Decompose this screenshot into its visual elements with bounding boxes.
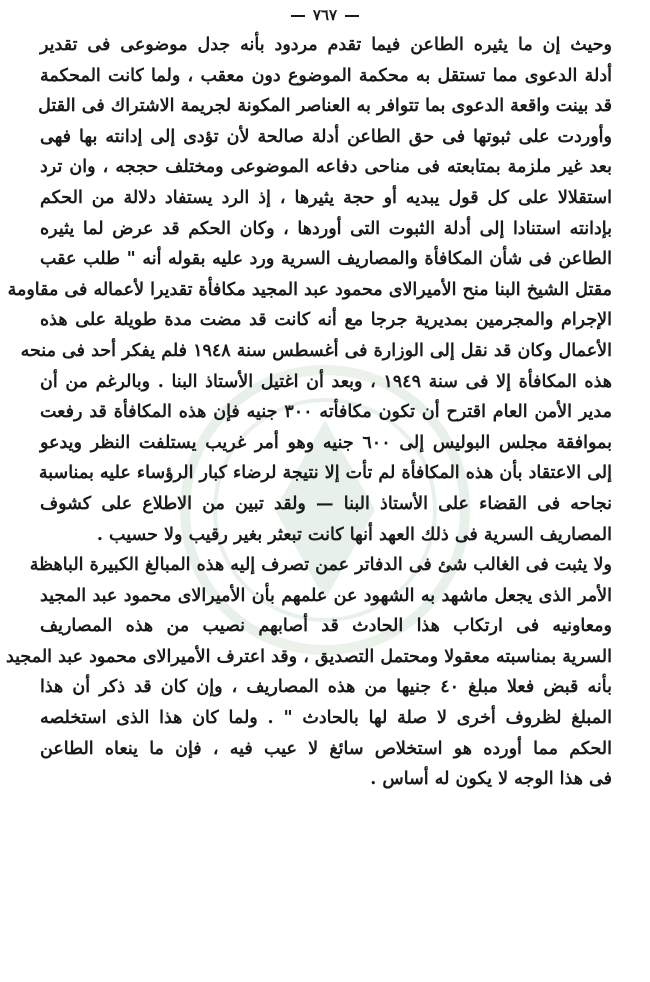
text-line: الأمر الذى يجعل ماشهد به الشهود عن علمهم بأن الأميرالاى محمود عبد المجيد bbox=[40, 585, 612, 606]
text-line: بموافقة مجلس البوليس إلى ٦٠٠ جنيه وهو أمر غريب يستلفت النظر ويدعو bbox=[40, 432, 613, 453]
text-line: السرية بمناسبته معقولا ومحتمل التصديق ، وقد اعترف الأميرالاى محمود عبد المجيد bbox=[5, 646, 612, 667]
left-dash bbox=[291, 15, 305, 17]
text-line: فى هذا الوجه لا يكون له أساس . bbox=[370, 769, 612, 790]
text-line: بعد غير ملزمة بمتابعته فى مناحى دفاعه الموضوعى ومختلف حججه ، وان ترد bbox=[40, 157, 612, 178]
text-line: استقلالا على كل قول يبديه أو حجة يثيرها ، إذ الرد يستفاد دلالة من الحكم bbox=[40, 187, 612, 208]
paragraph-body bbox=[5, 30, 613, 795]
text-line: قد بينت واقعة الدعوى بما تتوافر به العناصر المكونة لجريمة الاشتراك فى القتل bbox=[38, 96, 612, 117]
right-dash bbox=[345, 15, 359, 17]
text-line: مقتل الشيخ البنا منح الأميرالاى محمود عبد المجيد مكافأة تقديرا لأعماله فى مقاومة bbox=[7, 279, 612, 300]
text-line: الأعمال وكان قد نقل إلى الوزارة فى أغسطس سنة ١٩٤٨ فلم يفكر أحد فى منحه bbox=[20, 340, 612, 361]
text-line: بأنه قبض فعلا مبلغ ٤٠ جنيها من هذه المصاريف ، وإن كان قد ذكر أن هذا bbox=[40, 677, 612, 698]
text-line: وحيث إن ما يثيره الطاعن فيما تقدم مردود بأنه جدل موضوعى فى تقدير bbox=[40, 35, 612, 55]
page-number-text: ٧٦٧ bbox=[312, 6, 338, 24]
text-line: وأوردت على ثبوتها فى حق الطاعن أدلة صالحة لأن تؤدى إلى إدانته بها فهى bbox=[40, 126, 612, 147]
text-line: المصاريف السرية فى ذلك العهد أنها كانت تبعثر بغير رقيب ولا حسيب . bbox=[96, 524, 612, 545]
text-line: ومعاونيه فى ارتكاب هذا الحادث قد أصابهم نصيب من هذه المصاريف bbox=[40, 616, 612, 637]
text-line: بإدانته استنادا إلى أدلة الثبوت التى أوردها ، وكان الحكم قد عرض لما يثيره bbox=[40, 218, 612, 239]
text-line: الإجرام والمجرمين بمديرية جرجا مع أنه كانت قد مضت مدة طويلة على هذه bbox=[40, 310, 612, 331]
text-line: ولا يثبت فى الغالب شئ فى الدفاتر عمن تصرف إليه هذه المبالغ الكبيرة الباهظة bbox=[29, 555, 612, 576]
text-line: مدير الأمن العام اقترح أن تكون مكافأته ٣٠٠ جنيه فإن هذه المكافأة قد رفعت bbox=[40, 402, 612, 423]
text-line: أدلة الدعوى مما تستقل به محكمة الموضوع دون معقب ، ولما كانت المحكمة bbox=[40, 65, 612, 86]
text-line: الطاعن فى شأن المكافأة والمصاريف السرية ورد عليه بقوله أنه " طلب عقب bbox=[40, 249, 612, 270]
text-line: الحكم مما أورده هو استخلاص سائغ لا عيب فيه ، فإن ما ينعاه الطاعن bbox=[40, 738, 612, 759]
text-line: نجاحه فى القضاء على الأستاذ البنا — ولقد تبين من الاطلاع على كشوف bbox=[40, 493, 612, 514]
page-number bbox=[0, 6, 650, 24]
text-line: إلى الاعتقاد بأن هذه المكافأة لم تأت إلا نتيجة لرضاء كبار الرؤساء عليه بمناسبة bbox=[38, 463, 612, 484]
text-line: هذه المكافأة إلا فى سنة ١٩٤٩ ، وبعد أن اغتيل الأستاذ البنا . وبالرغم من أن bbox=[40, 371, 613, 392]
text-line: المبلغ لظروف أخرى لا صلة لها بالحادث " . ولما كان هذا الذى استخلصه bbox=[40, 708, 612, 729]
